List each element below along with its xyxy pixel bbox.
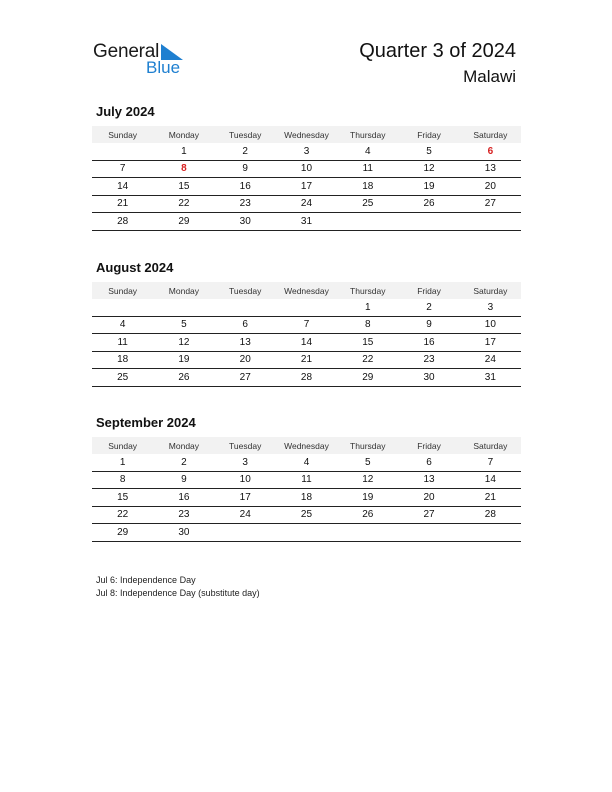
empty-day-cell xyxy=(276,299,337,316)
weekday-header: Monday xyxy=(153,126,214,143)
week-row xyxy=(92,213,521,231)
weekday-header: Saturday xyxy=(460,126,521,143)
day-cell: 3 xyxy=(276,143,337,160)
day-cell: 14 xyxy=(276,334,337,352)
day-cell: 19 xyxy=(153,351,214,369)
day-cell: 5 xyxy=(398,143,459,160)
weekday-header: Saturday xyxy=(460,437,521,454)
day-cell: 5 xyxy=(337,454,398,471)
day-cell: 29 xyxy=(153,213,214,231)
week-row xyxy=(92,471,521,489)
day-cell: 8 xyxy=(337,316,398,334)
day-cell: 26 xyxy=(398,195,459,213)
day-cell: 23 xyxy=(215,195,276,213)
day-cell: 11 xyxy=(337,160,398,178)
empty-day-cell xyxy=(337,524,398,542)
day-cell: 2 xyxy=(153,454,214,471)
holiday-note: Jul 8: Independence Day (substitute day) xyxy=(96,588,260,598)
month-august xyxy=(92,260,521,387)
day-cell: 13 xyxy=(215,334,276,352)
month-title: September 2024 xyxy=(96,415,196,430)
day-cell: 24 xyxy=(276,195,337,213)
day-cell: 31 xyxy=(460,369,521,387)
day-cell: 6 xyxy=(398,454,459,471)
week-row xyxy=(92,454,521,471)
month-title: July 2024 xyxy=(96,104,155,119)
day-cell: 27 xyxy=(215,369,276,387)
day-cell: 21 xyxy=(460,489,521,507)
day-cell: 26 xyxy=(337,506,398,524)
weekday-header: Saturday xyxy=(460,282,521,299)
logo-text-blue: Blue xyxy=(146,58,181,77)
day-cell: 1 xyxy=(153,143,214,160)
empty-day-cell xyxy=(153,299,214,316)
day-cell: 9 xyxy=(153,471,214,489)
day-cell: 21 xyxy=(92,195,153,213)
day-cell: 3 xyxy=(460,299,521,316)
day-cell: 18 xyxy=(276,489,337,507)
weekday-header: Sunday xyxy=(92,437,153,454)
day-cell: 7 xyxy=(460,454,521,471)
day-cell: 12 xyxy=(153,334,214,352)
week-row xyxy=(92,160,521,178)
day-cell: 20 xyxy=(215,351,276,369)
logo xyxy=(93,41,193,77)
day-cell: 23 xyxy=(398,351,459,369)
week-row xyxy=(92,143,521,160)
weekday-header-row xyxy=(92,126,521,143)
weekday-header: Wednesday xyxy=(276,437,337,454)
weekday-header-row xyxy=(92,437,521,454)
day-cell: 30 xyxy=(398,369,459,387)
day-cell: 16 xyxy=(153,489,214,507)
empty-day-cell xyxy=(337,213,398,231)
weekday-header: Wednesday xyxy=(276,126,337,143)
weekday-header: Thursday xyxy=(337,437,398,454)
day-cell: 17 xyxy=(215,489,276,507)
day-cell: 11 xyxy=(276,471,337,489)
weekday-header: Monday xyxy=(153,282,214,299)
day-cell: 25 xyxy=(276,506,337,524)
day-cell: 24 xyxy=(460,351,521,369)
day-cell: 2 xyxy=(215,143,276,160)
weekday-header: Friday xyxy=(398,126,459,143)
holiday-day-cell: 6 xyxy=(460,143,521,160)
day-cell: 13 xyxy=(398,471,459,489)
day-cell: 10 xyxy=(215,471,276,489)
week-row xyxy=(92,489,521,507)
weekday-header: Thursday xyxy=(337,282,398,299)
day-cell: 16 xyxy=(398,334,459,352)
day-cell: 15 xyxy=(337,334,398,352)
day-cell: 25 xyxy=(92,369,153,387)
holiday-note: Jul 6: Independence Day xyxy=(96,575,196,585)
calendar-grid xyxy=(92,126,521,231)
week-row xyxy=(92,524,521,542)
day-cell: 22 xyxy=(337,351,398,369)
week-row xyxy=(92,316,521,334)
day-cell: 3 xyxy=(215,454,276,471)
day-cell: 4 xyxy=(92,316,153,334)
day-cell: 23 xyxy=(153,506,214,524)
weekday-header: Friday xyxy=(398,437,459,454)
logo-text-general: General xyxy=(93,41,160,62)
week-row xyxy=(92,351,521,369)
day-cell: 13 xyxy=(460,160,521,178)
day-cell: 27 xyxy=(398,506,459,524)
day-cell: 6 xyxy=(215,316,276,334)
day-cell: 12 xyxy=(337,471,398,489)
week-row xyxy=(92,178,521,196)
weekday-header-row xyxy=(92,282,521,299)
day-cell: 20 xyxy=(398,489,459,507)
day-cell: 12 xyxy=(398,160,459,178)
empty-day-cell xyxy=(398,213,459,231)
day-cell: 10 xyxy=(460,316,521,334)
empty-day-cell xyxy=(460,524,521,542)
day-cell: 30 xyxy=(153,524,214,542)
calendar-grid xyxy=(92,437,521,542)
day-cell: 17 xyxy=(276,178,337,196)
day-cell: 9 xyxy=(215,160,276,178)
day-cell: 29 xyxy=(92,524,153,542)
day-cell: 28 xyxy=(92,213,153,231)
month-title: August 2024 xyxy=(96,260,174,275)
day-cell: 17 xyxy=(460,334,521,352)
week-row xyxy=(92,369,521,387)
holiday-day-cell: 8 xyxy=(153,160,214,178)
weekday-header: Sunday xyxy=(92,126,153,143)
empty-day-cell xyxy=(215,299,276,316)
weekday-header: Tuesday xyxy=(215,126,276,143)
day-cell: 8 xyxy=(92,471,153,489)
day-cell: 7 xyxy=(92,160,153,178)
weekday-header: Tuesday xyxy=(215,282,276,299)
day-cell: 24 xyxy=(215,506,276,524)
holiday-notes xyxy=(96,574,260,600)
day-cell: 20 xyxy=(460,178,521,196)
week-row xyxy=(92,506,521,524)
day-cell: 16 xyxy=(215,178,276,196)
day-cell: 25 xyxy=(337,195,398,213)
day-cell: 18 xyxy=(92,351,153,369)
weekday-header: Thursday xyxy=(337,126,398,143)
day-cell: 19 xyxy=(398,178,459,196)
day-cell: 19 xyxy=(337,489,398,507)
day-cell: 26 xyxy=(153,369,214,387)
day-cell: 31 xyxy=(276,213,337,231)
day-cell: 14 xyxy=(92,178,153,196)
country-name: Malawi xyxy=(463,67,516,86)
day-cell: 4 xyxy=(276,454,337,471)
day-cell: 1 xyxy=(92,454,153,471)
empty-day-cell xyxy=(92,299,153,316)
day-cell: 27 xyxy=(460,195,521,213)
day-cell: 15 xyxy=(153,178,214,196)
day-cell: 2 xyxy=(398,299,459,316)
weekday-header: Sunday xyxy=(92,282,153,299)
week-row xyxy=(92,299,521,316)
day-cell: 29 xyxy=(337,369,398,387)
day-cell: 22 xyxy=(92,506,153,524)
day-cell: 5 xyxy=(153,316,214,334)
day-cell: 22 xyxy=(153,195,214,213)
empty-day-cell xyxy=(92,143,153,160)
day-cell: 10 xyxy=(276,160,337,178)
day-cell: 28 xyxy=(276,369,337,387)
day-cell: 30 xyxy=(215,213,276,231)
page-title: Quarter 3 of 2024 xyxy=(359,40,516,62)
empty-day-cell xyxy=(460,213,521,231)
day-cell: 4 xyxy=(337,143,398,160)
empty-day-cell xyxy=(398,524,459,542)
weekday-header: Monday xyxy=(153,437,214,454)
weekday-header: Friday xyxy=(398,282,459,299)
day-cell: 15 xyxy=(92,489,153,507)
day-cell: 21 xyxy=(276,351,337,369)
month-september xyxy=(92,415,521,542)
day-cell: 28 xyxy=(460,506,521,524)
week-row xyxy=(92,334,521,352)
day-cell: 1 xyxy=(337,299,398,316)
empty-day-cell xyxy=(215,524,276,542)
day-cell: 18 xyxy=(337,178,398,196)
calendar-grid xyxy=(92,282,521,387)
empty-day-cell xyxy=(276,524,337,542)
month-july xyxy=(92,104,521,231)
weekday-header: Tuesday xyxy=(215,437,276,454)
day-cell: 11 xyxy=(92,334,153,352)
day-cell: 7 xyxy=(276,316,337,334)
day-cell: 14 xyxy=(460,471,521,489)
weekday-header: Wednesday xyxy=(276,282,337,299)
day-cell: 9 xyxy=(398,316,459,334)
week-row xyxy=(92,195,521,213)
